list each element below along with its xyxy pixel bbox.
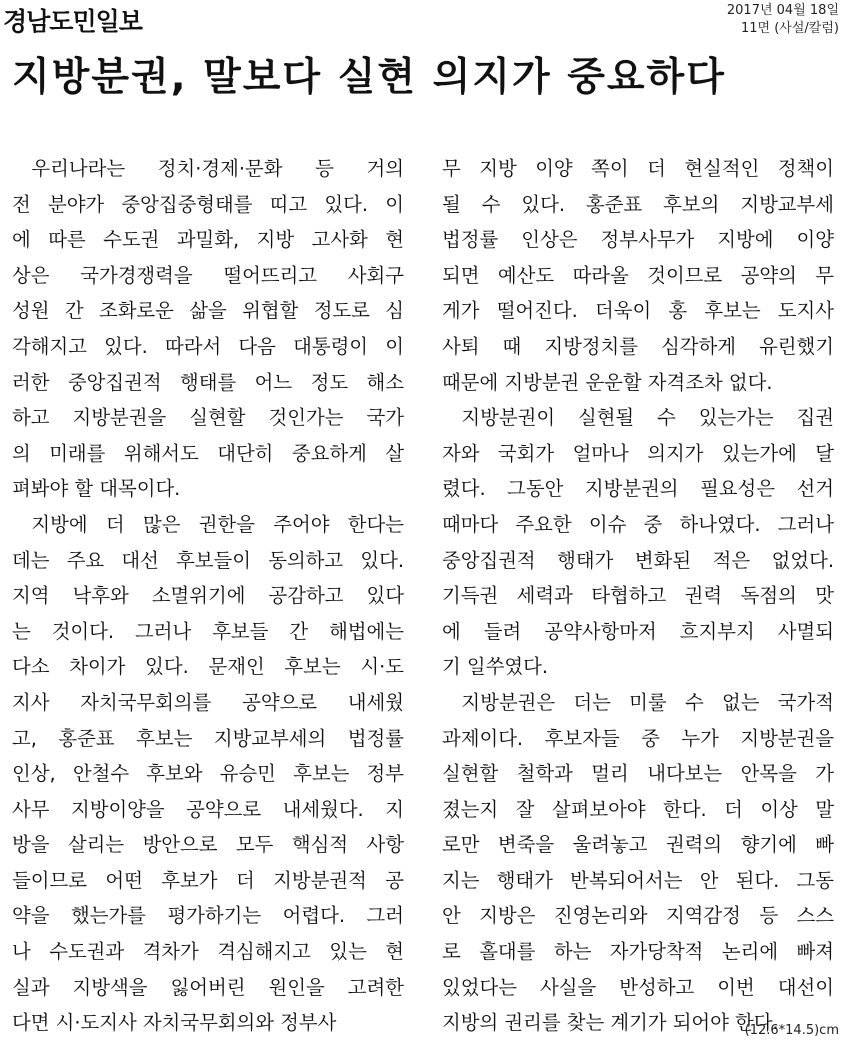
article-line: 사무 지방이양을 공약으로 내세웠다. 지 — [12, 797, 404, 821]
article-line: 되면 예산도 따라올 것이므로 공약의 무 — [442, 263, 834, 287]
article-line: 하고 지방분권을 실현할 것인가는 국가 — [12, 406, 404, 430]
article-line: 들이므로 어떤 후보가 더 지방분권적 공 — [12, 868, 404, 892]
article-line: 때문에 지방분권 운운할 자격조차 없다. — [442, 370, 773, 394]
article-line: 전 분야가 중앙집중형태를 띠고 있다. 이 — [12, 192, 404, 216]
article-line: 다면 시·도지사 자치국무회의와 정부사 — [12, 1011, 337, 1035]
article-line: 성원 간 조화로운 삶을 위협할 정도로 심 — [12, 299, 404, 323]
article-line: 러한 중앙집권적 행태를 어느 정도 해소 — [12, 370, 404, 394]
article-line: 지역 낙후와 소멸위기에 공감하고 있다 — [12, 584, 404, 608]
article-line: 지는 행태가 반복되어서는 안 된다. 그동 — [442, 868, 834, 892]
article-line: 지방분권은 더는 미룰 수 없는 국가적 — [442, 690, 834, 714]
page-section: 11면 (사설/칼럼) — [741, 21, 839, 36]
article-line: 의 미래를 위해서도 대단히 중요하게 살 — [12, 441, 404, 465]
article-line: 중앙집권적 행태가 변화된 적은 없었다. — [442, 548, 834, 572]
article-line: 는 것이다. 그러나 후보들 간 해법에는 — [12, 619, 404, 643]
article-line: 무 지방 이양 쪽이 더 현실적인 정책이 — [442, 157, 834, 180]
article-line: 렸다. 그동안 지방분권의 필요성은 선거 — [442, 477, 834, 501]
publication-date: 2017년 04월 18일 — [726, 3, 839, 18]
article-line: 사퇴 때 지방정치를 심각하게 유린했기 — [442, 334, 834, 358]
article-line: 지방분권이 실현될 수 있는가는 집권 — [442, 406, 834, 430]
article-line: 나 수도권과 격차가 격심해지고 있는 현 — [12, 940, 404, 964]
article-line: 졌는지 잘 살펴보아야 한다. 더 이상 말 — [442, 797, 834, 821]
article-line: 실과 지방색을 잃어버린 원인을 고려한 — [12, 975, 404, 999]
article-line: 데는 주요 대선 후보들이 동의하고 있다. — [12, 548, 404, 572]
article-line: 펴봐야 할 대목이다. — [12, 477, 181, 501]
article-headline: 지방분권, 말보다 실현 의지가 중요하다 — [12, 55, 726, 100]
article-line: 자와 국회가 얼마나 의지가 있는가에 달 — [442, 441, 834, 465]
article-line: 지사 자치국무회의를 공약으로 내세웠 — [12, 690, 404, 714]
article-column-left — [12, 151, 404, 1041]
article-line: 있었다는 사실을 반성하고 이번 대선이 — [442, 975, 834, 999]
article-line: 기 일쑤였다. — [442, 655, 548, 679]
article-line: 지방에 더 많은 권한을 주어야 한다는 — [12, 512, 404, 536]
article-line: 인상, 안철수 후보와 유승민 후보는 정부 — [12, 762, 404, 786]
article-line: 에 들려 공약사항마저 흐지부지 사멸되 — [442, 619, 834, 643]
article-line: 로만 변죽을 울려놓고 권력의 향기에 빠 — [442, 833, 834, 857]
article-line: 게가 떨어진다. 더욱이 홍 후보는 도지사 — [442, 299, 834, 323]
article-line: 방을 살리는 방안으로 모두 핵심적 사항 — [12, 833, 404, 857]
newspaper-masthead: 경남도민일보 — [3, 7, 142, 36]
article-line: 실현할 철학과 멀리 내다보는 안목을 가 — [442, 762, 834, 786]
article-line: 다소 차이가 있다. 문재인 후보는 시·도 — [12, 655, 404, 679]
article-line: 법정률 인상은 정부사무가 지방에 이양 — [442, 228, 834, 252]
article-line: 안 지방은 진영논리와 지역감정 등 스스 — [442, 904, 834, 928]
article-line: 고, 홍준표 후보는 지방교부세의 법정률 — [12, 726, 404, 750]
article-line: 약을 했는가를 평가하기는 어렵다. 그러 — [12, 904, 404, 928]
article-column-right — [442, 151, 834, 1041]
article-line: 때마다 주요한 이슈 중 하나였다. 그러나 — [442, 512, 834, 536]
article-line: 각해지고 있다. 따라서 다음 대통령이 이 — [12, 334, 404, 358]
article-line: 기득권 세력과 타협하고 권력 독점의 맛 — [442, 584, 834, 608]
article-line: 로 홀대를 하는 자가당착적 논리에 빠져 — [442, 940, 834, 964]
article-line: 될 수 있다. 홍준표 후보의 지방교부세 — [442, 192, 834, 216]
article-size-note: (12.6*14.5)cm — [744, 1023, 839, 1038]
article-line: 상은 국가경쟁력을 떨어뜨리고 사회구 — [12, 263, 404, 287]
article-line: 에 따른 수도권 과밀화, 지방 고사화 현 — [12, 228, 404, 252]
article-line: 과제이다. 후보자들 중 누가 지방분권을 — [442, 726, 834, 750]
article-line: 우리나라는 정치·경제·문화 등 거의 — [12, 157, 404, 180]
article-line: 지방의 권리를 찾는 계기가 되어야 한다. — [442, 1011, 779, 1035]
publication-meta — [727, 2, 839, 38]
